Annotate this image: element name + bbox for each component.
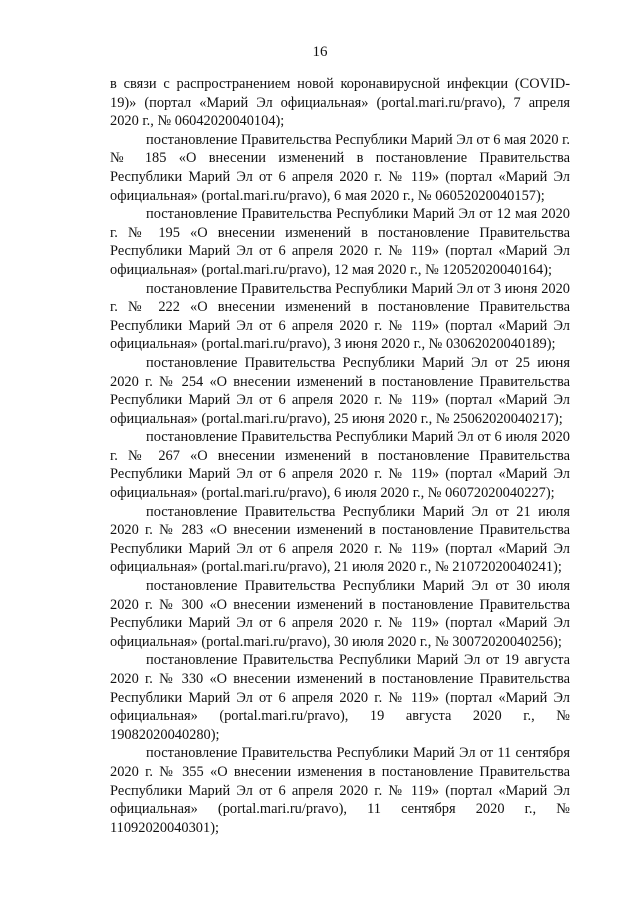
document-body [110,75,570,837]
paragraph-resolution-222: постановление Правительства Республики Марий Эл от 3 июня 2020 г. № 222 «О внесении изменений в постановление Правительства Республики Марий Эл от 6 апреля 2020 г. № 119» (портал «Марий Эл официальная» (portal.mari.ru/pravo), 3 июня 2020 г., № 03062020040189); [110,280,570,353]
paragraph-resolution-254: постановление Правительства Республики Марий Эл от 25 июня 2020 г. № 254 «О внесении изменений в постановление Правительства Республики Марий Эл от 6 апреля 2020 г. № 119» (портал «Марий Эл официальная» (portal.mari.ru/pravo), 25 июня 2020 г., № 25062020040217); [110,354,570,427]
paragraph-resolution-195: постановление Правительства Республики Марий Эл от 12 мая 2020 г. № 195 «О внесении изменений в постановление Правительства Республики Марий Эл от 6 апреля 2020 г. № 119» (портал «Марий Эл официальная» (portal.mari.ru/pravo), 12 мая 2020 г., № 12052020040164); [110,206,570,278]
page-number: 16 [312,44,328,60]
paragraph-resolution-185: постановление Правительства Республики Марий Эл от 6 мая 2020 г. № 185 «О внесении изменений в постановление Правительства Республики Марий Эл от 6 апреля 2020 г. № 119» (портал «Марий Эл официальная» (portal.mari.ru/pravo), 6 мая 2020 г., № 06052020040157); [110,131,570,204]
paragraph-resolution-330: постановление Правительства Республики Марий Эл от 19 августа 2020 г. № 330 «О внесении изменений в постановление Правительства Республики Марий Эл от 6 апреля 2020 г. № 119» (портал «Марий Эл официальная» (portal.mari.ru/pravo), 19 августа 2020 г., № 19082020040280); [110,652,570,743]
paragraph-resolution-267: постановление Правительства Республики Марий Эл от 6 июля 2020 г. № 267 «О внесении изменений в постановление Правительства Республики Марий Эл от 6 апреля 2020 г. № 119» (портал «Марий Эл официальная» (portal.mari.ru/pravo), 6 июля 2020 г., № 06072020040227); [110,429,570,502]
paragraph-resolution-300: постановление Правительства Республики Марий Эл от 30 июля 2020 г. № 300 «О внесении изменений в постановление Правительства Республики Марий Эл от 6 апреля 2020 г. № 119» (портал «Марий Эл официальная» (portal.mari.ru/pravo), 30 июля 2020 г., № 30072020040256); [110,578,570,650]
paragraph-resolution-355: постановление Правительства Республики Марий Эл от 11 сентября 2020 г. № 355 «О внесении изменения в постановление Правительства Республики Марий Эл от 6 апреля 2020 г. № 119» (портал «Марий Эл официальная» (portal.mari.ru/pravo), 11 сентября 2020 г., № 11092020040301); [110,745,570,836]
paragraph-resolution-283: постановление Правительства Республики Марий Эл от 21 июля 2020 г. № 283 «О внесении изменений в постановление Правительства Республики Марий Эл от 6 апреля 2020 г. № 119» (портал «Марий Эл официальная» (portal.mari.ru/pravo), 21 июля 2020 г., № 21072020040241); [110,503,570,576]
paragraph-continuation: в связи с распространением новой коронавирусной инфекции (COVID-19)» (портал «Марий Эл официальная» (portal.mari.ru/pravo), 7 апреля 2020 г., № 06042020040104); [110,76,570,130]
